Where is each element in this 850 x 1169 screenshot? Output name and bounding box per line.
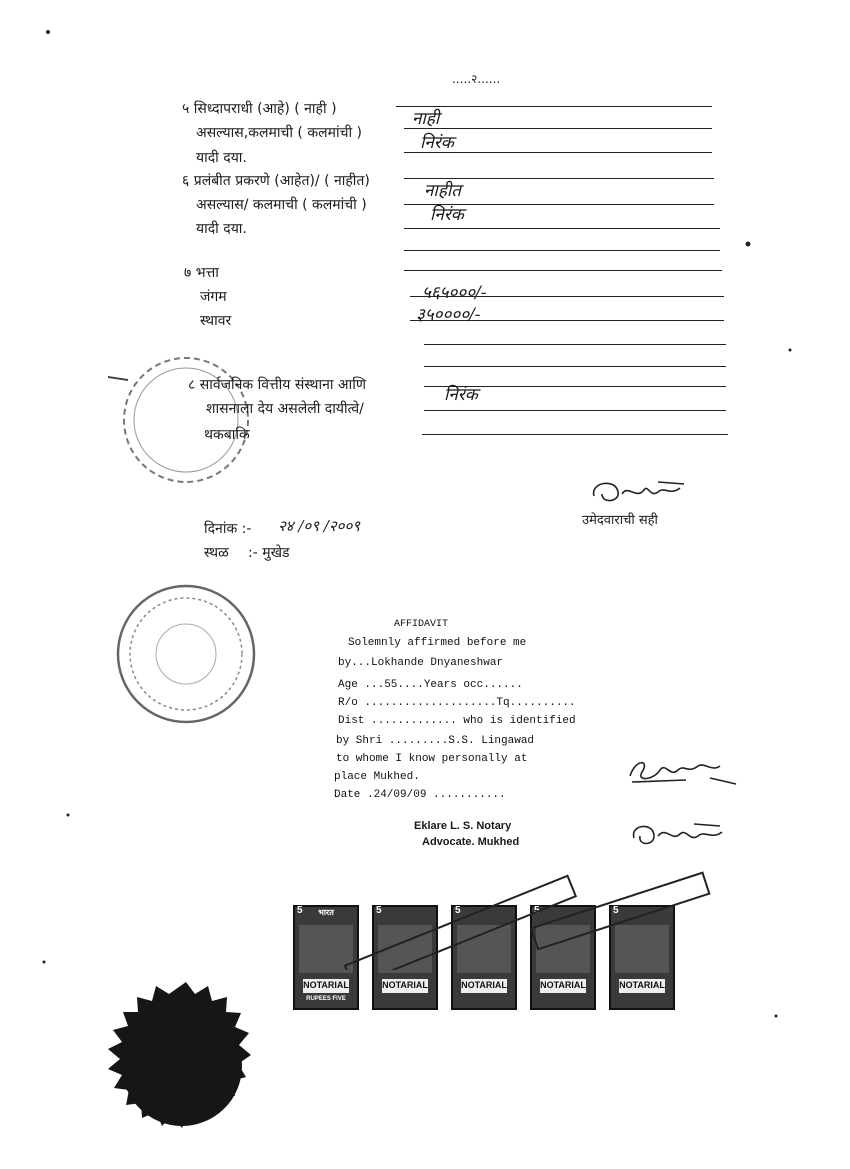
item-6-line-1: ६ प्रलंबीत प्रकरणे (आहेत)/ ( नाहीत) [182,173,370,189]
item-7-line-2: जंगम [200,289,227,305]
place-label: स्थळ [204,545,229,561]
item-5-line-1: ५ सिध्दापराधी (आहे) ( नाही ) [182,101,337,117]
place-value: :- मुखेड [248,545,290,561]
affidavit-line-6: by Shri .........S.S. Lingawad [336,735,535,747]
stamp-1-bottom: RUPEES FIVE [306,996,346,1002]
notary-name: Eklare L. S. Notary [414,820,512,832]
notary-title: Advocate. Mukhed [422,836,520,848]
item-7-answer-movable: ५६५०००/- [422,283,487,303]
stamp-3-word: NOTARIAL [461,980,507,990]
stamp-4-denomination: 5 [534,905,540,916]
item-7-line-3: स्थावर [200,313,232,329]
item-5-line-3: यादी दया. [196,150,247,166]
item-6-answer-1: नाहीत [424,181,461,201]
item-7-line-1: ७ भत्ता [184,265,219,281]
stamp-5-denomination: 5 [613,905,619,916]
item-5-answer-2: निरंक [420,133,454,153]
item-6-line-3: यादी दया. [196,221,247,237]
stamp-4-word: NOTARIAL [540,980,586,990]
candidate-signature-label: उमेदवाराची सही [582,513,658,528]
item-8-line-2: शासनाला देय असलेली दायीत्वे/ [206,401,364,417]
affidavit-line-9: Date .24/09/09 ........... [334,789,506,801]
affidavit-line-7: to whome I know personally at [336,753,528,765]
affidavit-line-3: Age ...55....Years occ...... [338,679,523,691]
item-8-answer: निरंक [444,385,478,405]
affidavit-line-2: by...Lokhande Dnyaneshwar [338,657,504,669]
affidavit-line-8: place Mukhed. [334,771,420,783]
stamp-5-word: NOTARIAL [619,980,665,990]
item-6-line-2: असल्यास/ कलमाची ( कलमांची ) [196,197,367,213]
affidavit-line-1: Solemnly affirmed before me [348,637,527,649]
stamp-2-denomination: 5 [376,905,382,916]
date-value: २४ /०९ /२००९ [278,517,361,535]
page-number-marker: .....२...... [452,72,501,86]
date-label: दिनांक :- [204,521,252,537]
item-7-answer-immovable: ३५००००/- [416,305,481,325]
item-8-line-3: थकबाकि [204,427,250,443]
stamp-2-word: NOTARIAL [382,980,428,990]
item-6-answer-2: निरंक [430,205,464,225]
stamp-1-denomination: 5 [297,905,303,916]
item-5-line-2: असल्यास,कलमाची ( कलमांची ) [196,125,363,141]
stamp-1-top: भारत [318,908,334,917]
affidavit-heading: AFFIDAVIT [394,619,449,630]
affidavit-line-5: Dist ............. who is identified [338,715,576,727]
item-5-answer-1: नाही [412,109,440,129]
stamp-3-denomination: 5 [455,905,461,916]
affidavit-line-4: R/o ....................Tq.......... [338,697,576,709]
stamp-1-word: NOTARIAL [303,980,349,990]
item-8-line-1: ८ सार्वजनिक वित्तीय संस्थाना आणि [188,377,366,393]
